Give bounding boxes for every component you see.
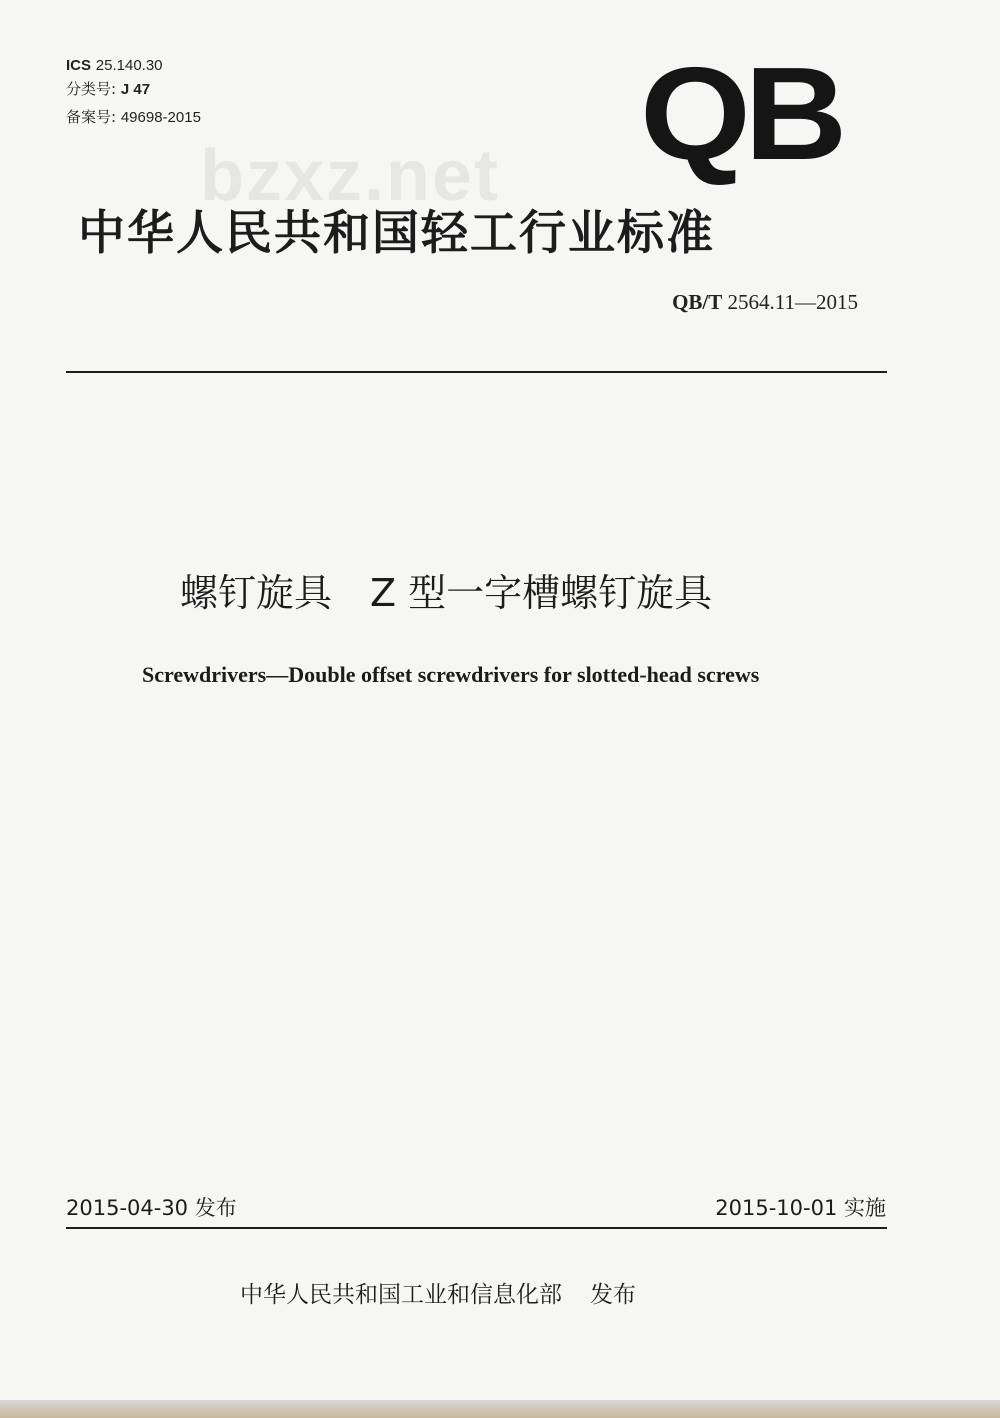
standard-number — [672, 290, 858, 315]
qb-logo: QB — [640, 40, 841, 187]
standard-prefix: QB/T — [672, 290, 723, 314]
industry-standard-title: 中华人民共和国轻工行业标准 — [78, 206, 715, 261]
bottom-divider — [66, 1227, 887, 1229]
ics-value: 25.140.30 — [95, 57, 163, 74]
issuer-name: 中华人民共和国工业和信息化部 — [240, 1282, 562, 1308]
issuer-line — [240, 1276, 636, 1309]
ics-label: ICS — [66, 57, 92, 74]
record-label: 备案号: — [66, 108, 117, 126]
record-line — [66, 108, 201, 127]
record-value: 49698-2015 — [120, 109, 201, 126]
issuer-action: 发布 — [590, 1282, 636, 1308]
page-bottom-edge — [0, 1400, 1000, 1418]
classification-value: J 47 — [120, 81, 151, 98]
implementation-date: 2015-10-01 实施 — [715, 1196, 886, 1220]
watermark: bzxz.net — [200, 136, 501, 216]
classification-label: 分类号: — [66, 80, 117, 98]
ics-line — [66, 56, 163, 75]
english-title: Screwdrivers—Double offset screwdrivers for slotted-head screws — [142, 662, 760, 687]
classification-line — [66, 80, 150, 99]
chinese-title: 螺钉旋具 Z 型一字槽螺钉旋具 — [180, 571, 713, 615]
top-divider — [66, 371, 887, 373]
standard-code: 2564.11—2015 — [727, 290, 858, 314]
issue-date: 2015-04-30 发布 — [66, 1196, 237, 1220]
